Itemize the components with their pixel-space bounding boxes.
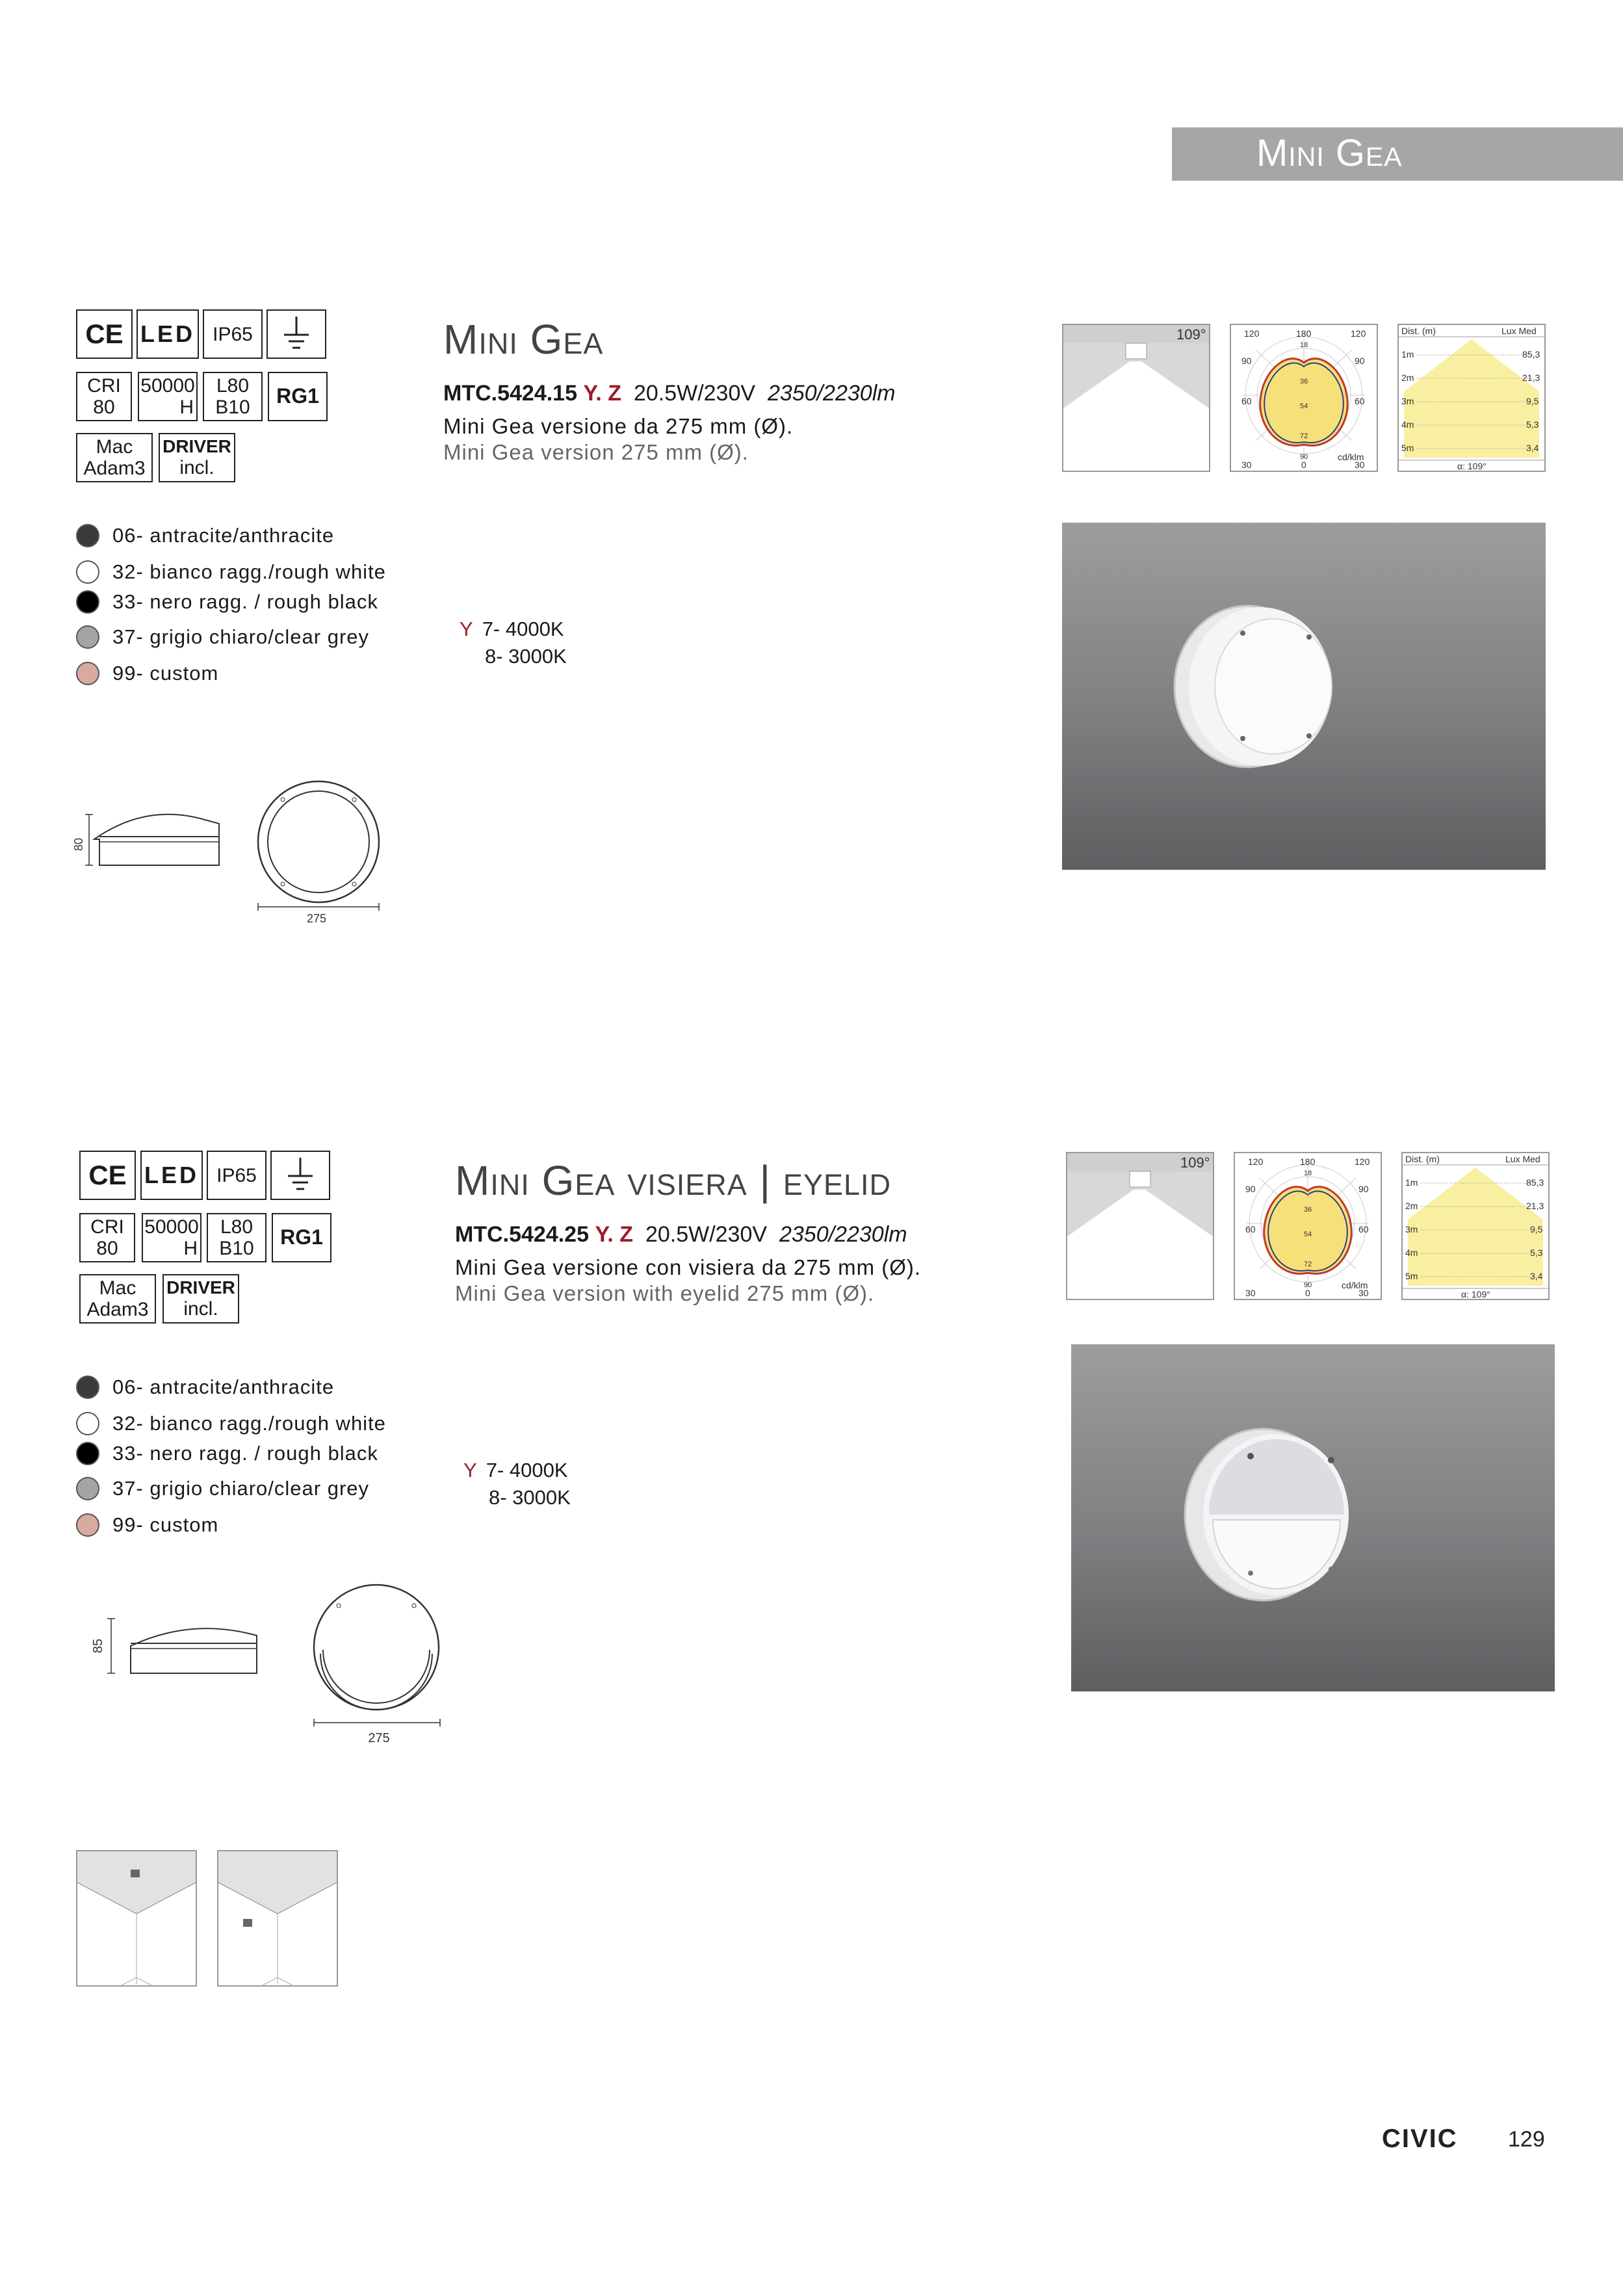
color-swatch-icon	[76, 590, 99, 614]
color-option: 99- custom	[76, 662, 218, 685]
color-swatch-icon	[76, 1442, 99, 1465]
svg-text:cd/klm: cd/klm	[1338, 452, 1364, 462]
product-lumen: 2350/2230lm	[767, 381, 896, 406]
page-number: 129	[1508, 2127, 1545, 2152]
lifetime-badge: 50000 H	[142, 1213, 201, 1262]
svg-text:2m: 2m	[1405, 1201, 1418, 1211]
driver-badge: DRIVER incl.	[159, 433, 235, 482]
earth-ground-icon	[266, 309, 326, 359]
svg-text:180: 180	[1296, 328, 1312, 339]
svg-text:120: 120	[1355, 1156, 1370, 1167]
svg-text:90: 90	[1245, 1184, 1256, 1194]
svg-text:72: 72	[1300, 432, 1308, 440]
color-swatch-icon	[76, 524, 99, 547]
svg-text:Dist. (m): Dist. (m)	[1405, 1154, 1440, 1164]
product-code-line	[455, 1222, 907, 1247]
svg-text:18: 18	[1304, 1169, 1312, 1177]
svg-text:120: 120	[1244, 328, 1260, 339]
color-temperature-3000k: 8- 3000K	[489, 1486, 571, 1509]
cri-badge: CRI 80	[79, 1213, 135, 1262]
color-swatch-icon	[76, 1376, 99, 1399]
l80-b10-badge: L80 B10	[207, 1213, 266, 1262]
svg-text:120: 120	[1248, 1156, 1264, 1167]
product-photo	[1062, 523, 1546, 870]
lux-distance-diagram	[1397, 324, 1546, 472]
ce-mark-icon: CE	[76, 309, 133, 359]
color-option: 33- nero ragg. / rough black	[76, 590, 378, 614]
svg-text:0: 0	[1301, 460, 1306, 470]
product-lumen: 2350/2230lm	[779, 1222, 907, 1247]
svg-text:3m: 3m	[1405, 1224, 1418, 1234]
beam-angle-label: 109°	[1176, 326, 1206, 343]
header-band	[1172, 127, 1623, 181]
technical-drawing	[81, 1576, 458, 1745]
description-english: Mini Gea version 275 mm (Ø).	[443, 440, 749, 464]
color-swatch-icon	[76, 1412, 99, 1435]
svg-text:cd/klm: cd/klm	[1342, 1280, 1368, 1290]
cri-badge: CRI 80	[76, 372, 132, 421]
svg-text:90: 90	[1358, 1184, 1369, 1194]
svg-text:30: 30	[1241, 460, 1252, 470]
dimension-height-label: 85	[91, 1638, 105, 1654]
beam-angle-label: 109°	[1180, 1155, 1210, 1171]
ce-mark-icon: CE	[79, 1151, 136, 1200]
svg-text:0: 0	[1305, 1288, 1310, 1298]
svg-text:α: 109°: α: 109°	[1461, 1289, 1490, 1299]
dimension-height-label: 80	[72, 837, 85, 852]
svg-text:30: 30	[1358, 1288, 1369, 1298]
svg-text:2m: 2m	[1401, 372, 1414, 383]
product-variant: Y. Z	[583, 381, 622, 406]
beam-angle-diagram	[1066, 1152, 1214, 1300]
earth-ground-icon	[270, 1151, 330, 1200]
svg-text:5m: 5m	[1405, 1271, 1418, 1281]
svg-text:30: 30	[1355, 460, 1365, 470]
svg-text:60: 60	[1358, 1224, 1369, 1234]
svg-text:3m: 3m	[1401, 396, 1414, 406]
color-swatch-icon	[76, 1513, 99, 1537]
description-english: Mini Gea version with eyelid 275 mm (Ø).	[455, 1281, 875, 1305]
svg-text:36: 36	[1300, 378, 1308, 385]
svg-text:60: 60	[1355, 396, 1365, 406]
svg-text:1m: 1m	[1405, 1177, 1418, 1188]
svg-text:Lux Med: Lux Med	[1505, 1154, 1540, 1164]
svg-text:5,3: 5,3	[1526, 419, 1539, 430]
color-option: 37- grigio chiaro/clear grey	[76, 1477, 369, 1500]
polar-photometric-diagram	[1234, 1152, 1382, 1300]
color-option: 99- custom	[76, 1513, 218, 1537]
beam-angle-diagram	[1062, 324, 1210, 472]
svg-text:90: 90	[1241, 356, 1252, 366]
product-code: MTC.5424.25	[455, 1222, 589, 1247]
svg-text:72: 72	[1304, 1260, 1312, 1268]
svg-text:60: 60	[1245, 1224, 1256, 1234]
color-swatch-icon	[76, 560, 99, 584]
color-option: 32- bianco ragg./rough white	[76, 1412, 386, 1435]
svg-text:Dist. (m): Dist. (m)	[1401, 326, 1436, 336]
macadam-badge: Mac Adam3	[79, 1274, 156, 1324]
dimension-width-label: 275	[368, 1731, 390, 1745]
description-italian: Mini Gea versione con visiera da 275 mm (Ø).	[455, 1255, 922, 1279]
macadam-badge: Mac Adam3	[76, 433, 153, 482]
color-option: 32- bianco ragg./rough white	[76, 560, 386, 584]
svg-text:90: 90	[1355, 356, 1365, 366]
svg-text:60: 60	[1241, 396, 1252, 406]
product-title: Mini Gea visiera | eyelid	[455, 1157, 892, 1204]
svg-text:18: 18	[1300, 341, 1308, 349]
svg-text:α: 109°: α: 109°	[1457, 461, 1487, 471]
svg-text:9,5: 9,5	[1530, 1224, 1543, 1234]
dimension-width-label: 275	[306, 912, 327, 925]
description-italian: Mini Gea versione da 275 mm (Ø).	[443, 414, 794, 438]
svg-text:54: 54	[1304, 1231, 1312, 1238]
color-temperature-4000k: Y 7- 4000K	[460, 618, 564, 640]
svg-text:3,4: 3,4	[1530, 1271, 1543, 1281]
color-swatch-icon	[76, 662, 99, 685]
product-code-line	[443, 381, 896, 406]
driver-badge: DRIVER incl.	[162, 1274, 239, 1324]
svg-text:90: 90	[1304, 1281, 1312, 1289]
svg-text:54: 54	[1300, 402, 1308, 410]
rg1-badge: RG1	[268, 372, 328, 421]
color-temperature-4000k: Y 7- 4000K	[463, 1459, 568, 1481]
svg-text:85,3: 85,3	[1522, 349, 1540, 359]
color-option: 37- grigio chiaro/clear grey	[76, 625, 369, 649]
lux-distance-diagram	[1401, 1152, 1550, 1300]
svg-text:85,3: 85,3	[1526, 1177, 1544, 1188]
ip65-badge: IP65	[203, 309, 263, 359]
product-power: 20.5W/230V	[645, 1222, 768, 1247]
svg-text:Lux Med: Lux Med	[1501, 326, 1537, 336]
svg-text:4m: 4m	[1405, 1247, 1418, 1258]
product-title: Mini Gea	[443, 316, 604, 363]
installation-diagram-wall	[217, 1850, 338, 1987]
led-badge: LED	[136, 309, 199, 359]
installation-diagram-ceiling	[76, 1850, 197, 1987]
svg-text:9,5: 9,5	[1526, 396, 1539, 406]
color-temperature-3000k: 8- 3000K	[485, 645, 567, 668]
svg-text:21,3: 21,3	[1526, 1201, 1544, 1211]
l80-b10-badge: L80 B10	[203, 372, 263, 421]
product-photo	[1071, 1344, 1555, 1691]
color-option: 06- antracite/anthracite	[76, 1376, 334, 1399]
product-power: 20.5W/230V	[633, 381, 756, 406]
brand-logo: CIVIC	[1382, 2124, 1458, 2153]
technical-drawing	[72, 777, 387, 926]
header-title: Mini Gea	[1256, 132, 1403, 174]
lifetime-badge: 50000 H	[138, 372, 198, 421]
svg-text:1m: 1m	[1401, 349, 1414, 359]
svg-text:36: 36	[1304, 1206, 1312, 1214]
rg1-badge: RG1	[272, 1213, 331, 1262]
svg-text:90: 90	[1300, 453, 1308, 461]
svg-text:180: 180	[1300, 1156, 1316, 1167]
svg-text:5,3: 5,3	[1530, 1247, 1543, 1258]
product-code: MTC.5424.15	[443, 381, 577, 406]
ip65-badge: IP65	[207, 1151, 266, 1200]
color-option: 06- antracite/anthracite	[76, 524, 334, 547]
svg-text:120: 120	[1351, 328, 1366, 339]
color-swatch-icon	[76, 625, 99, 649]
svg-text:3,4: 3,4	[1526, 443, 1539, 453]
svg-text:4m: 4m	[1401, 419, 1414, 430]
svg-text:30: 30	[1245, 1288, 1256, 1298]
svg-text:21,3: 21,3	[1522, 372, 1540, 383]
color-swatch-icon	[76, 1477, 99, 1500]
product-variant: Y. Z	[595, 1222, 634, 1247]
polar-photometric-diagram	[1230, 324, 1378, 472]
svg-text:5m: 5m	[1401, 443, 1414, 453]
color-option: 33- nero ragg. / rough black	[76, 1442, 378, 1465]
led-badge: LED	[140, 1151, 203, 1200]
